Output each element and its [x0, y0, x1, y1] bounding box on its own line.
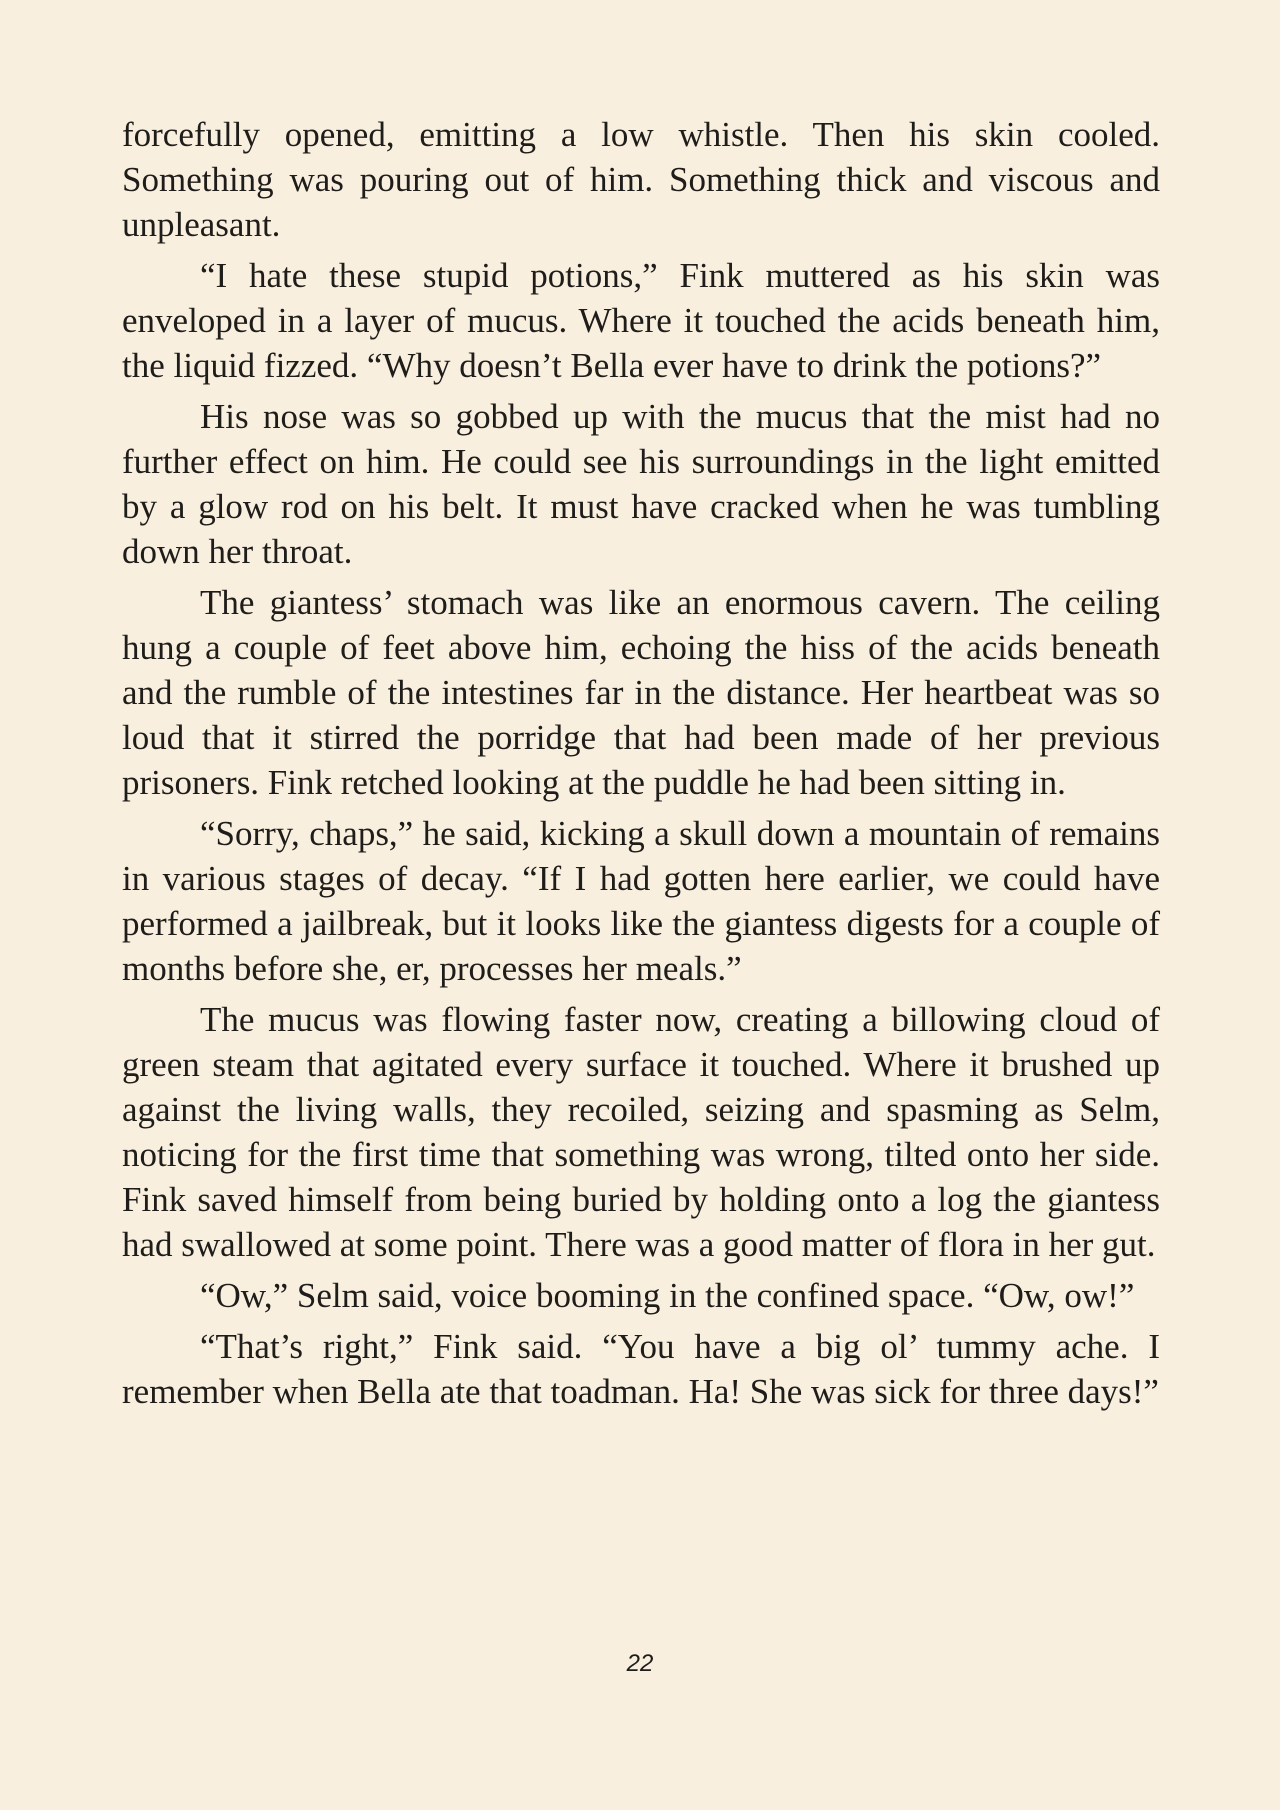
- paragraph: “Ow,” Selm said, voice booming in the confined space. “Ow, ow!”: [200, 1276, 1135, 1315]
- paragraph: “That’s right,” Fink said. “You have a big ol’ tummy ache. I remember when Bella ate that toadman. Ha! She was sick for three days!”: [122, 1327, 1160, 1411]
- page-number: 22: [626, 1650, 654, 1677]
- paragraph: “I hate these stupid potions,” Fink muttered as his skin was enveloped in a layer of mucus. Where it touched the acids beneath him, the liquid fizzed. “Why doesn’t Bella ever have to drink the potions?”: [122, 256, 1160, 385]
- paragraph: “Sorry, chaps,” he said, kicking a skull down a mountain of remains in various stages of decay. “If I had gotten here earlier, we could have performed a jailbreak, but it looks like the giantess digests for a couple of months before she, er, processes her meals.”: [122, 814, 1160, 988]
- paragraph: The giantess’ stomach was like an enormous cavern. The ceiling hung a couple of feet above him, echoing the hiss of the acids beneath and the rumble of the intestines far in the distance. Her heartbeat was so loud that it stirred the porridge that had been made of her previous prisoners. Fink retched looking at the puddle he had been sitting in.: [122, 583, 1160, 802]
- paragraph: forcefully opened, emitting a low whistle. Then his skin cooled. Something was pouring out of him. Something thick and viscous and unpleasant.: [122, 115, 1160, 244]
- paragraph: The mucus was flowing faster now, creating a billowing cloud of green steam that agitated every surface it touched. Where it brushed up against the living walls, they recoiled, seizing and spasming as Selm, noticing for the first time that something was wrong, tilted onto her side. Fink saved himself from being buried by holding onto a log the giantess had swallowed at some point. There was a good matter of flora in her gut.: [122, 1000, 1160, 1264]
- paragraph: His nose was so gobbed up with the mucus that the mist had no further effect on him. He could see his surroundings in the light emitted by a glow rod on his belt. It must have cracked when he was tumbling down her throat.: [122, 397, 1160, 571]
- page-body: [122, 112, 1160, 1420]
